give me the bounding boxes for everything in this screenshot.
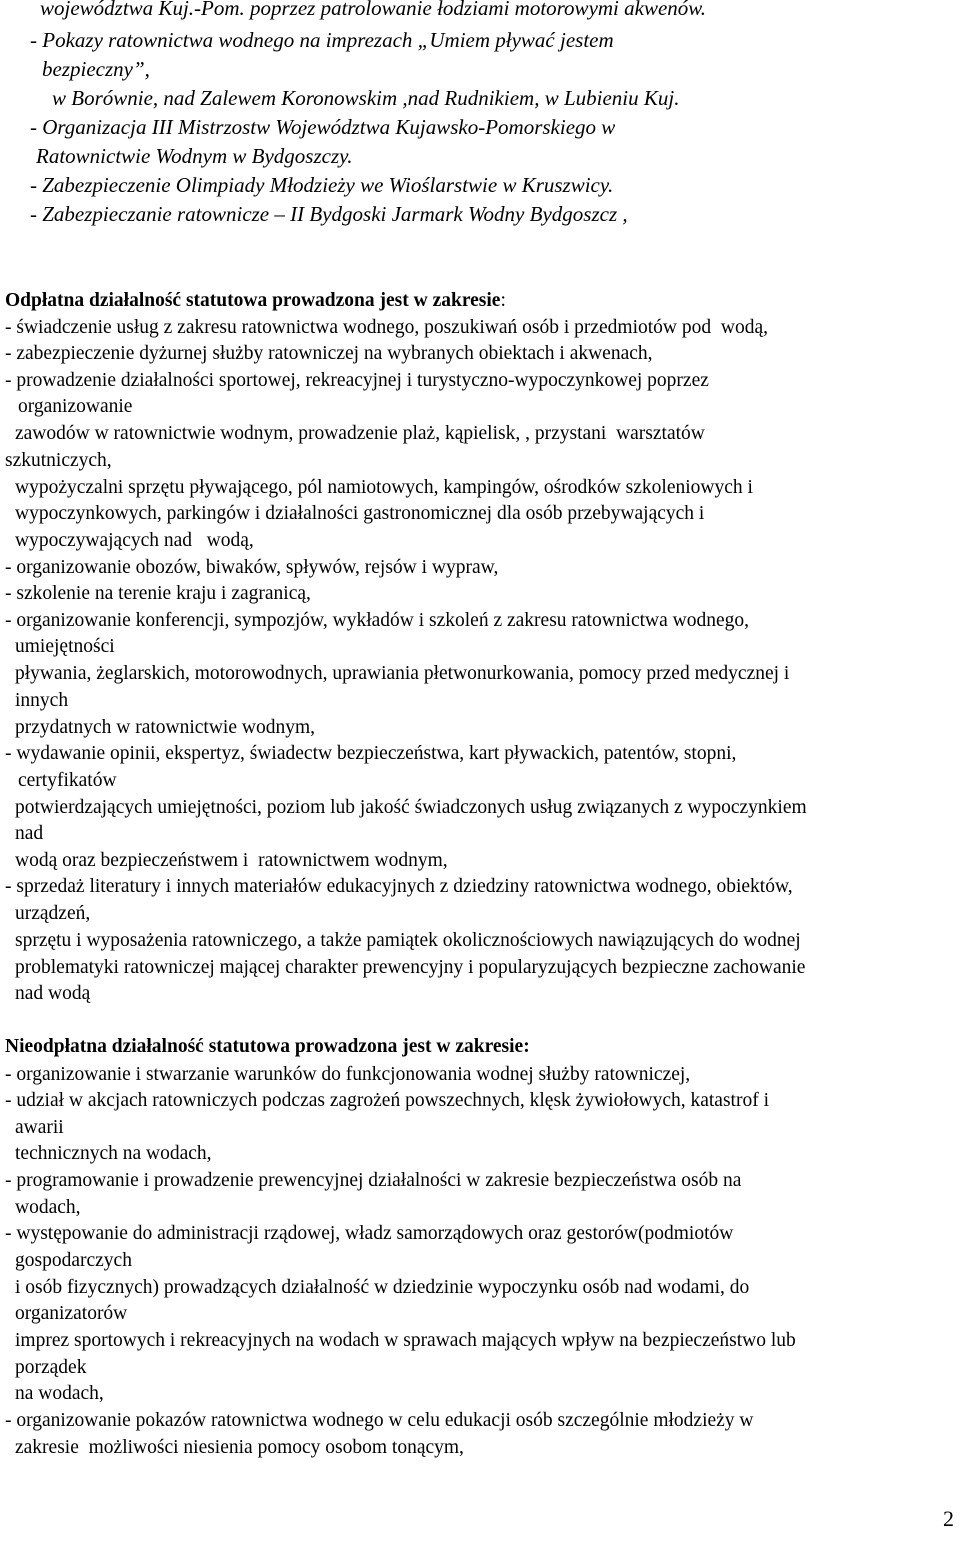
paid-line: urządzeń, <box>15 903 91 924</box>
paid-line: organizowanie <box>18 396 133 417</box>
paid-line: - prowadzenie działalności sportowej, rekreacyjnej i turystyczno-wypoczynkowej poprzez <box>5 370 709 391</box>
paid-line: - organizowanie konferencji, sympozjów, wykładów i szkoleń z zakresu ratownictwa wodnego, <box>5 610 750 631</box>
event-line: - Zabezpieczanie ratownicze – II Bydgoski Jarmark Wodny Bydgoszcz , <box>30 202 628 226</box>
paid-line: wypoczynkowych, parkingów i działalności gastronomicznej dla osób przebywających i <box>15 503 705 524</box>
paid-heading-text: Odpłatna działalność statutowa prowadzona jest w zakresie <box>5 290 501 311</box>
free-line: awarii <box>15 1117 64 1138</box>
paid-line: - zabezpieczenie dyżurnej służby ratowniczej na wybranych obiektach i akwenach, <box>5 343 653 364</box>
free-line: - organizowanie i stwarzanie warunków do funkcjonowania wodnej służby ratowniczej, <box>5 1064 691 1085</box>
page-number: 2 <box>943 1506 954 1531</box>
event-line: w Borównie, nad Zalewem Koronowskim ,nad Rudnikiem, w Lubieniu Kuj. <box>52 86 680 110</box>
paid-line: certyfikatów <box>18 770 117 791</box>
paid-line: - sprzedaż literatury i innych materiałów edukacyjnych z dziedziny ratownictwa wodnego, obiektów, <box>5 876 793 897</box>
paid-line: innych <box>15 690 69 711</box>
free-line: imprez sportowych i rekreacyjnych na wodach w sprawach mających wpływ na bezpieczeństwo lub <box>15 1330 796 1351</box>
paid-line: potwierdzających umiejętności, poziom lub jakość świadczonych usług związanych z wypoczynkiem <box>15 797 807 818</box>
paid-line: wypoczywających nad wodą, <box>15 530 254 551</box>
event-line: - Organizacja III Mistrzostw Województwa Kujawsko-Pomorskiego w <box>30 115 616 139</box>
paid-line: nad wodą <box>15 983 91 1004</box>
paid-line: problematyki ratowniczej mającej charakter prewencyjny i popularyzujących bezpieczne zachowanie <box>15 957 806 978</box>
free-line: technicznych na wodach, <box>15 1143 212 1164</box>
free-section-heading: Nieodpłatna działalność statutowa prowadzona jest w zakresie: <box>5 1036 530 1057</box>
paid-line: pływania, żeglarskich, motorowodnych, uprawiania płetwonurkowania, pomocy przed medycznej i <box>15 663 790 684</box>
event-line: województwa Kuj.-Pom. poprzez patrolowanie łodziami motorowymi akwenów. <box>40 0 706 20</box>
free-line: na wodach, <box>15 1383 104 1404</box>
paid-line: - szkolenie na terenie kraju i zagranicą, <box>5 583 311 604</box>
free-line: organizatorów <box>15 1303 128 1324</box>
event-line: bezpieczny”, <box>42 57 150 81</box>
paid-heading-colon: : <box>500 290 506 311</box>
paid-line: - organizowanie obozów, biwaków, spływów, rejsów i wypraw, <box>5 557 499 578</box>
free-line: - występowanie do administracji rządowej, władz samorządowych oraz gestorów(podmiotów <box>5 1223 734 1244</box>
paid-line: - świadczenie usług z zakresu ratownictwa wodnego, poszukiwań osób i przedmiotów pod wodą, <box>5 317 769 338</box>
paid-line: umiejętności <box>15 636 115 657</box>
paid-section-heading <box>5 288 506 314</box>
event-line: - Zabezpieczenie Olimpiady Młodzieży we Wioślarstwie w Kruszwicy. <box>30 173 614 197</box>
free-line: i osób fizycznych) prowadzących działalność w dziedzinie wypoczynku osób nad wodami, do <box>15 1277 750 1298</box>
free-line: porządek <box>15 1357 87 1378</box>
paid-line: nad <box>15 823 44 844</box>
event-line: - Pokazy ratownictwa wodnego na imprezach „Umiem pływać jestem <box>30 28 614 52</box>
paid-line: sprzętu i wyposażenia ratowniczego, a także pamiątek okolicznościowych nawiązujących do wodnej <box>15 930 801 951</box>
paid-line: - wydawanie opinii, ekspertyz, świadectw bezpieczeństwa, kart pływackich, patentów, stopni, <box>5 743 737 764</box>
paid-line: wypożyczalni sprzętu pływającego, pól namiotowych, kampingów, ośrodków szkoleniowych i <box>15 477 753 498</box>
free-line: wodach, <box>15 1197 81 1218</box>
free-line: - udział w akcjach ratowniczych podczas zagrożeń powszechnych, klęsk żywiołowych, katastrof i <box>5 1090 769 1111</box>
free-line: - organizowanie pokazów ratownictwa wodnego w celu edukacji osób szczególnie młodzieży w <box>5 1410 754 1431</box>
paid-line: wodą oraz bezpieczeństwem i ratownictwem wodnym, <box>15 850 448 871</box>
paid-line: zawodów w ratownictwie wodnym, prowadzenie plaż, kąpielisk, , przystani warsztatów <box>15 423 705 444</box>
paid-line: szkutniczych, <box>5 450 112 471</box>
free-line: - programowanie i prowadzenie prewencyjnej działalności w zakresie bezpieczeństwa osób na <box>5 1170 742 1191</box>
paid-line: przydatnych w ratownictwie wodnym, <box>15 717 316 738</box>
event-line: Ratownictwie Wodnym w Bydgoszczy. <box>36 144 353 168</box>
free-line: gospodarczych <box>15 1250 132 1271</box>
free-line: zakresie możliwości niesienia pomocy osobom tonącym, <box>15 1437 464 1458</box>
